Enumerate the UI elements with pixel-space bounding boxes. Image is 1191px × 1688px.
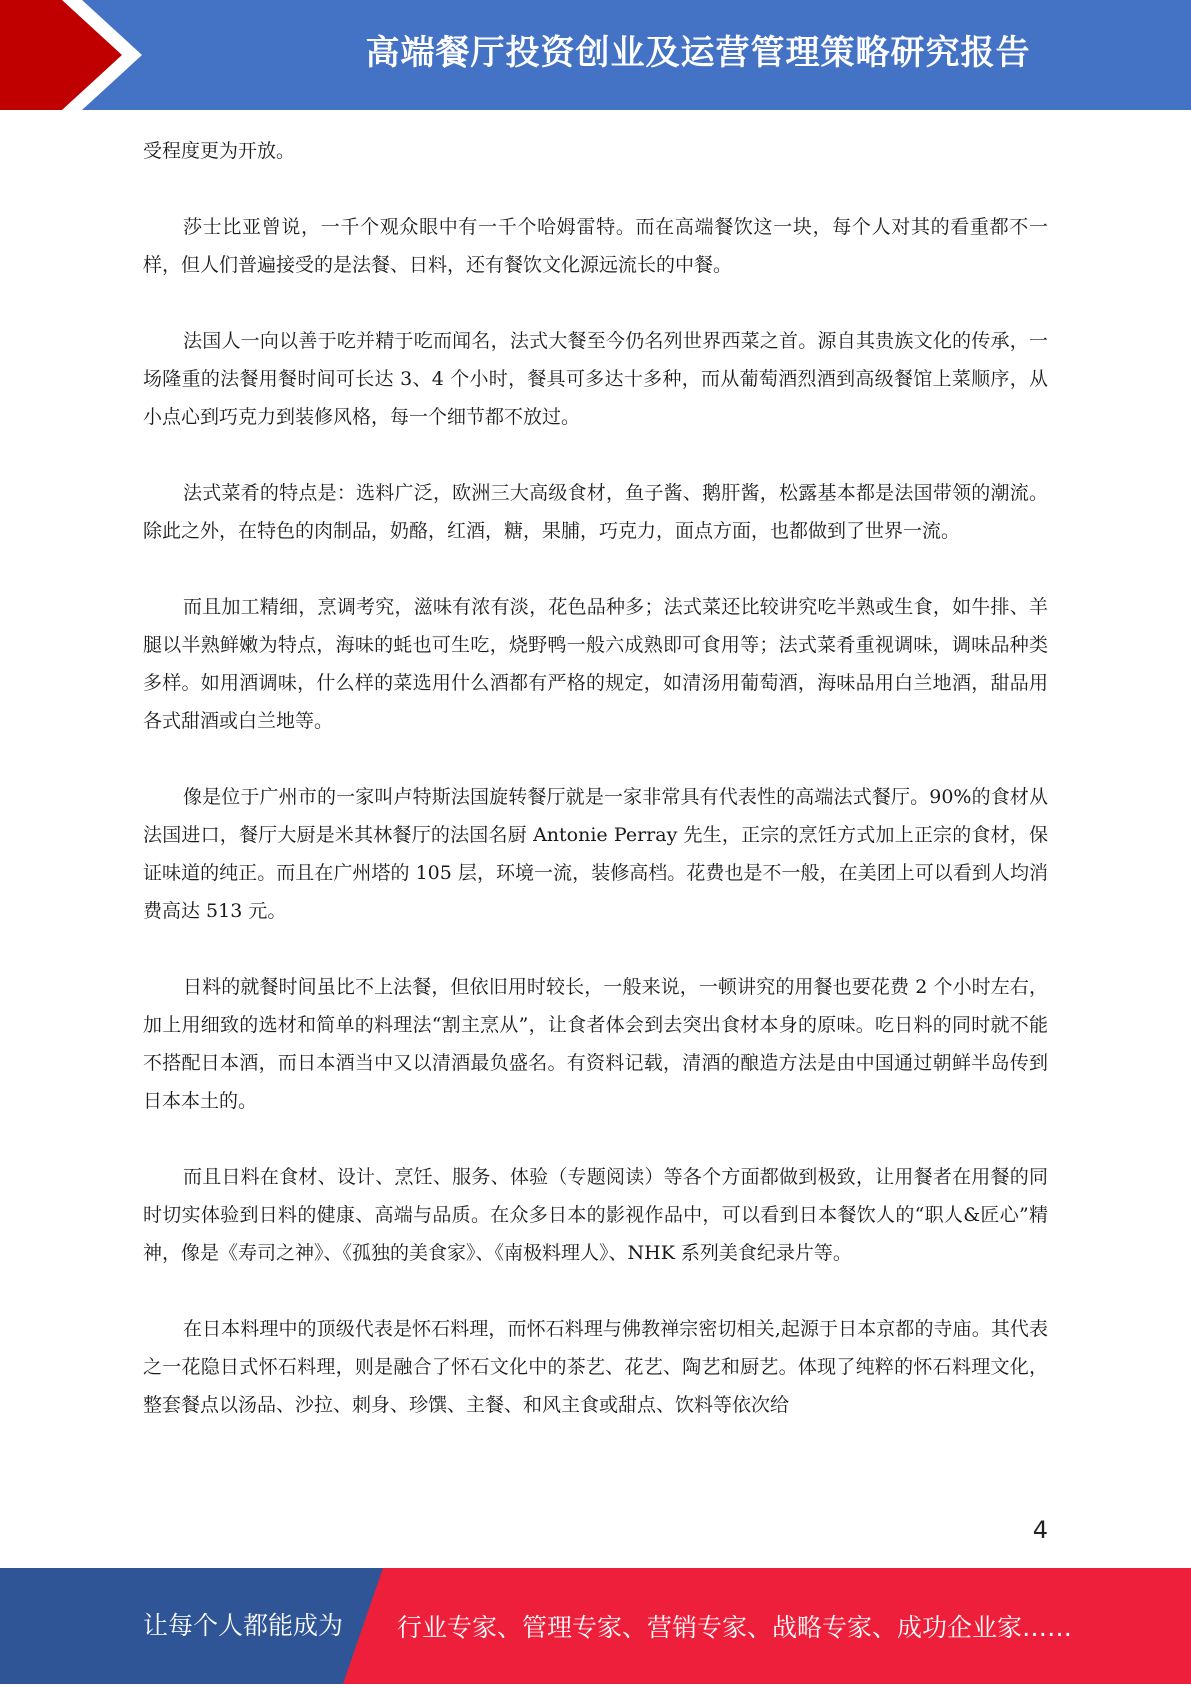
paragraph: 像是位于广州市的一家叫卢特斯法国旋转餐厅就是一家非常具有代表性的高端法式餐厅。90%的食材从法国进口，餐厅大厨是米其林餐厅的法国名厨 Antonie Perray 先生，正宗的烹饪方式加上正宗的食材，保证味道的纯正。而且在广州塔的 105 层，环境一流，装修高档。花费也是不一般，在美团上可以看到人均消费高达 513 元。 (143, 786, 1048, 922)
header-bar (0, 0, 1191, 110)
paragraph: 在日本料理中的顶级代表是怀石料理，而怀石料理与佛教禅宗密切相关,起源于日本京都的寺庙。其代表之一花隐日式怀石料理，则是融合了怀石文化中的茶艺、花艺、陶艺和厨艺。体现了纯粹的怀石料理文化，整套餐点以汤品、沙拉、刺身、珍馔、主餐、和风主食或甜点、饮料等依次给 (143, 1318, 1048, 1416)
paragraph: 法国人一向以善于吃并精于吃而闻名，法式大餐至今仍名列世界西菜之首。源自其贵族文化的传承，一场隆重的法餐用餐时间可长达 3、4 个小时，餐具可多达十多种，而从葡萄酒烈酒到高级餐馆上菜顺序，从小点心到巧克力到装修风格，每一个细节都不放过。 (143, 330, 1048, 428)
footer-banner (0, 1568, 1191, 1684)
header-chevron-graphic (0, 0, 160, 110)
footer-slogan-left: 让每个人都能成为 (143, 1611, 344, 1640)
paragraph: 而且加工精细，烹调考究，滋味有浓有淡，花色品种多；法式菜还比较讲究吃半熟或生食，如牛排、羊腿以半熟鲜嫩为特点，海味的蚝也可生吃，烧野鸭一般六成熟即可食用等；法式菜肴重视调味，调味品种类多样。如用酒调味，什么样的菜选用什么酒都有严格的规定，如清汤用葡萄酒，海味品用白兰地酒，甜品用各式甜酒或白兰地等。 (143, 596, 1048, 732)
document-title: 高端餐厅投资创业及运营管理策略研究报告 (365, 33, 1031, 73)
page-number: 4 (1032, 1516, 1048, 1544)
chevron-red-shape (0, 0, 122, 110)
paragraph: 日料的就餐时间虽比不上法餐，但依旧用时较长，一般来说，一顿讲究的用餐也要花费 2 个小时左右，加上用细致的选材和简单的料理法“割主烹从”，让食者体会到去突出食材本身的原味。吃日料的同时就不能不搭配日本酒，而日本酒当中又以清酒最负盛名。有资料记载，清酒的酿造方法是由中国通过朝鲜半岛传到日本本土的。 (143, 976, 1048, 1112)
footer-slogan-right: 行业专家、管理专家、营销专家、战略专家、成功企业家…… (397, 1613, 1073, 1642)
paragraph: 受程度更为开放。 (143, 140, 296, 162)
paragraph: 法式菜肴的特点是：选料广泛，欧洲三大高级食材，鱼子酱、鹅肝酱，松露基本都是法国带领的潮流。除此之外，在特色的肉制品，奶酪，红酒，糖，果脯，巧克力，面点方面，也都做到了世界一流。 (143, 482, 1048, 542)
paragraph: 莎士比亚曾说，一千个观众眼中有一千个哈姆雷特。而在高端餐饮这一块，每个人对其的看重都不一样，但人们普遍接受的是法餐、日料，还有餐饮文化源远流长的中餐。 (143, 216, 1048, 276)
paragraph: 而且日料在食材、设计、烹饪、服务、体验（专题阅读）等各个方面都做到极致，让用餐者在用餐的同时切实体验到日料的健康、高端与品质。在众多日本的影视作品中，可以看到日本餐饮人的“职人&匠心”精神，像是《寿司之神》、《孤独的美食家》、《南极料理人》、NHK 系列美食纪录片等。 (143, 1166, 1048, 1264)
body-text (143, 132, 1048, 1462)
